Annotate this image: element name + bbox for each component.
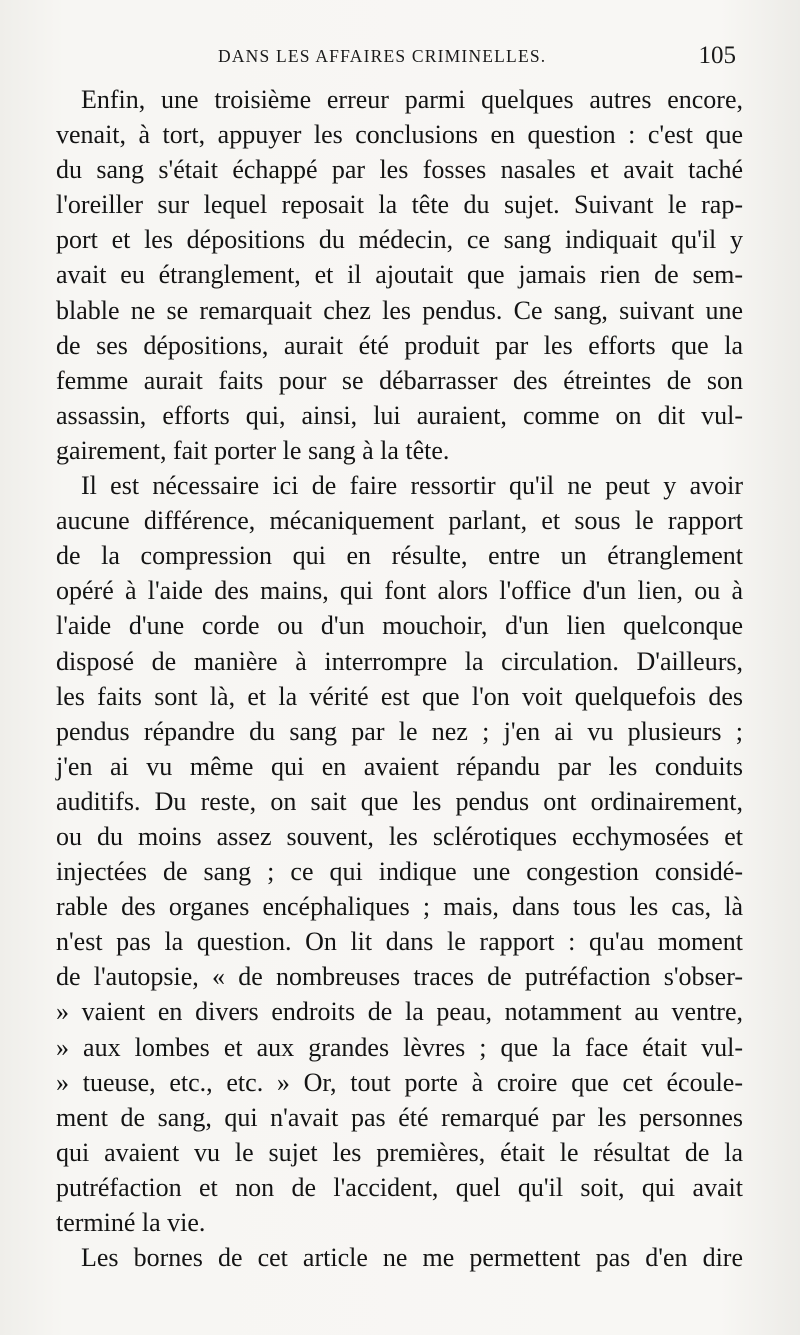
body-text [56, 82, 743, 1275]
text-line: de ses dépositions, aurait été produit par les efforts que la [56, 330, 743, 360]
text-line: » aux lombes et aux grandes lèvres ; que la face était vul- [56, 1032, 743, 1062]
page-header [56, 44, 744, 76]
text-line: auditifs. Du reste, on sait que les pendus ont ordinairement, [56, 786, 743, 816]
text-line: rable des organes encéphaliques ; mais, dans tous les cas, là [56, 892, 743, 922]
text-line: les faits sont là, et la vérité est que l'on voit quelquefois des [56, 681, 743, 711]
text-line: » tueuse, etc., etc. » Or, tout porte à croire que cet écoule- [56, 1067, 743, 1097]
text-line: Enfin, une troisième erreur parmi quelques autres encore, [81, 85, 743, 114]
text-line: injectées de sang ; ce qui indique une congestion considé- [56, 857, 743, 887]
text-line: j'en ai vu même qui en avaient répandu par les conduits [56, 751, 743, 781]
text-line: venait, à tort, appuyer les conclusions en question : c'est que [56, 120, 743, 150]
text-line: blable ne se remarquait chez les pendus. Ce sang, suivant une [56, 295, 743, 325]
text-line: putréfaction et non de l'accident, quel qu'il soit, qui avait [56, 1172, 743, 1202]
text-line: gairement, fait porter le sang à la tête. [56, 435, 450, 465]
text-line: l'aide d'une corde ou d'un mouchoir, d'un lien quelconque [56, 611, 743, 641]
text-line: pendus répandre du sang par le nez ; j'en ai vu plusieurs ; [56, 716, 743, 746]
text-line: disposé de manière à interrompre la circulation. D'ailleurs, [56, 646, 743, 676]
page-number: 105 [698, 42, 736, 69]
text-line: de l'autopsie, « de nombreuses traces de putréfaction s'obser- [56, 962, 743, 992]
text-line: n'est pas la question. On lit dans le rapport : qu'au moment [56, 927, 743, 957]
text-line: opéré à l'aide des mains, qui font alors l'office d'un lien, ou à [56, 576, 743, 606]
text-line: avait eu étranglement, et il ajoutait que jamais rien de sem- [56, 260, 743, 290]
text-line: femme aurait faits pour se débarrasser des étreintes de son [56, 365, 743, 395]
text-line: Les bornes de cet article ne me permettent pas d'en dire [81, 1243, 743, 1273]
text-line: ou du moins assez souvent, les sclérotiques ecchymosées et [56, 821, 743, 851]
text-line: assassin, efforts qui, ainsi, lui auraient, comme on dit vul- [56, 400, 743, 430]
running-head: DANS LES AFFAIRES CRIMINELLES. [218, 46, 547, 66]
text-line: » vaient en divers endroits de la peau, notamment au ventre, [56, 997, 743, 1027]
text-line: qui avaient vu le sujet les premières, était le résultat de la [56, 1137, 743, 1167]
text-line: du sang s'était échappé par les fosses nasales et avait taché [56, 155, 743, 185]
text-line: de la compression qui en résulte, entre un étranglement [56, 541, 743, 571]
text-line: terminé la vie. [56, 1208, 206, 1237]
text-line: ment de sang, qui n'avait pas été remarqué par les personnes [56, 1102, 743, 1132]
text-line: aucune différence, mécaniquement parlant, et sous le rapport [56, 506, 743, 536]
text-line: l'oreiller sur lequel reposait la tête du sujet. Suivant le rap- [56, 190, 743, 220]
text-line: port et les dépositions du médecin, ce sang indiquait qu'il y [56, 225, 743, 255]
text-line: Il est nécessaire ici de faire ressortir qu'il ne peut y avoir [81, 471, 743, 501]
